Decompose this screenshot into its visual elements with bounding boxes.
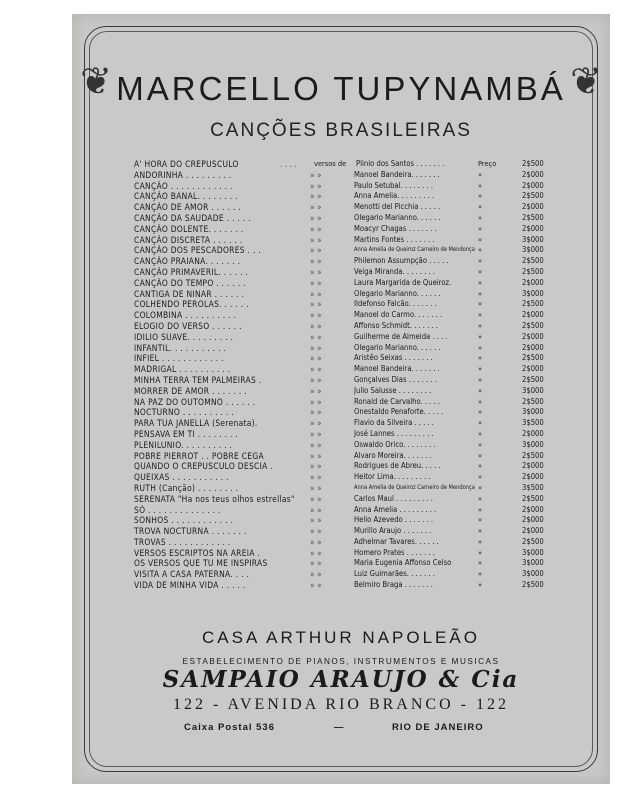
price-label: » [478,396,483,406]
publisher-tagline: ESTABELECIMENTO DE PIANOS, INSTRUMENTOS E MUSICAS [182,657,500,666]
price-label: » [478,277,483,287]
song-title: QUEIXAS . . . . . . . . . . . [134,472,229,483]
song-author: Menotti del Picchia . . . . . [354,202,441,212]
song-author: Martins Fontes . . . . . . . [354,234,435,244]
song-row [134,170,554,181]
publisher-firm: SAMPAIO ARAUJO & Cia [162,666,520,693]
song-price: 2$500 [522,320,544,330]
song-price: 3$000 [522,245,544,255]
song-title: VERSOS ESCRIPTOS NA AREIA . [134,547,261,558]
song-row [134,299,554,310]
composer-name: MARCELLO TUPYNAMBÁ [116,70,566,107]
song-price: 2$500 [522,191,544,201]
ditto-marks: » » [310,299,322,310]
song-title: CANÇÃO DISCRETA . . . . . . [134,234,243,245]
ditto-marks: » » [310,288,322,299]
song-author: Veiga Miranda. . . . . . . . [354,266,436,276]
song-title: POBRE PIERROT . . POBRE CEGA [134,450,264,461]
song-title: TROVA NOCTURNA . . . . . . . [134,526,247,537]
ditto-marks: » » [310,526,322,537]
song-title: MORRER DE AMOR . . . . . . . [134,385,247,396]
ditto-marks: » » [310,385,322,396]
ditto-marks: » » [310,418,322,429]
song-title: CANÇÃO DA SAUDADE . . . . . [134,212,251,223]
song-price: 3$000 [522,569,544,579]
song-row [134,505,554,516]
song-author: Anna Amelia . . . . . . . . . [354,504,437,514]
song-author: Carlos Maul . . . . . . . . . [354,493,433,503]
song-price: 2$000 [522,515,544,525]
city: RIO DE JANEIRO [392,722,484,733]
ditto-marks: » » [310,331,322,342]
price-label: » [478,256,483,266]
price-label: » [478,558,483,568]
price-label: » [478,310,483,320]
song-row [134,343,554,354]
song-row [134,181,554,192]
publisher-address: 122 - AVENIDA RIO BRANCO - 122 [173,696,509,713]
song-author: Ronald de Carvalho. . . . . [354,396,441,406]
ditto-marks: » » [310,353,322,364]
ditto-marks: » » [310,536,322,547]
price-label: » [478,504,483,514]
song-price: 3$000 [522,288,544,298]
song-title: CANÇÃO PRIMAVERIL. . . . . . [134,266,249,277]
publisher-house: CASA ARTHUR NAPOLEÃO [202,628,480,647]
ditto-marks: » » [310,245,322,256]
song-title: NA PAZ DO OUTOMNO . . . . . . [134,396,256,407]
song-price: 3$000 [522,407,544,417]
ditto-marks: » » [310,580,322,591]
song-list [134,159,554,591]
song-author: Guilherme de Almeida . . . . [354,331,448,341]
price-label: » [478,439,483,449]
song-price: 3$000 [522,547,544,557]
price-label: » [478,407,483,417]
song-row [134,440,554,451]
price-label: » [478,515,483,525]
song-row [134,213,554,224]
price-label: » [478,234,483,244]
ditto-marks: » » [310,569,322,580]
song-title: COLOMBINA . . . . . . . . . . [134,310,237,321]
price-label: Preço [478,159,497,168]
song-title: ELOGIO DO VERSO . . . . . . [134,320,242,331]
song-title: INFIEL . . . . . . . . . . . . [134,353,224,364]
song-price: 2$000 [522,331,544,341]
ditto-marks: » » [310,310,322,321]
price-label: » [478,223,483,233]
ditto-marks: . . . . [280,159,297,169]
song-title: PARA TUA JANELLA (Serenata). [134,418,258,429]
price-label: » [478,482,483,492]
price-label: » [478,342,483,352]
song-title: PENSAVA EM TI . . . . . . . . [134,428,239,439]
price-label: » [478,385,483,395]
song-title: VISITA A CASA PATERNA. . . . [134,569,250,580]
song-price: 2$000 [522,428,544,438]
song-price: 2$500 [522,266,544,276]
price-label: » [478,191,483,201]
song-row [134,224,554,235]
song-price: 2$000 [522,223,544,233]
song-author: Alvaro Moreira. . . . . . . [354,450,432,460]
song-row [134,429,554,440]
song-price: 3$500 [522,418,544,428]
price-label: » [478,418,483,428]
song-row [134,235,554,246]
price-label: » [478,320,483,330]
song-row [134,256,554,267]
song-row [134,375,554,386]
song-price: 2$000 [522,364,544,374]
song-author: Manoel do Carmo. . . . . . . [354,310,443,320]
ditto-marks: » » [310,472,322,483]
song-row [134,461,554,472]
song-price: 3$000 [522,234,544,244]
song-author: Adhelmar Tavares. . . . . . [354,536,439,546]
ditto-marks: » » [310,558,322,569]
song-price: 2$500 [522,353,544,363]
song-author: Aristêo Seixas . . . . . . . [354,353,433,363]
ditto-marks: » » [310,428,322,439]
song-row [134,483,554,494]
song-row [134,202,554,213]
song-row [134,321,554,332]
price-label: » [478,364,483,374]
song-row [134,451,554,462]
song-price: 2$500 [522,580,544,590]
song-price: 2$000 [522,461,544,471]
ditto-marks: » » [310,169,322,180]
song-row [134,289,554,300]
price-label: » [478,472,483,482]
song-title: OS VERSOS QUE TU ME INSPIRAS [134,558,268,569]
song-row [134,397,554,408]
song-price: 2$500 [522,299,544,309]
song-price: 2$500 [522,159,544,168]
song-author: Anna Amelia. . . . . . . . . [354,191,435,201]
song-author: Belmiro Braga . . . . . . . [354,580,433,590]
ditto-marks: » » [310,504,322,515]
ditto-marks: » » [310,234,322,245]
song-row [134,159,554,170]
ditto-marks: » » [310,277,322,288]
song-title: IDILIO SUAVE. . . . . . . . . [134,331,234,342]
song-row [134,386,554,397]
price-label: » [478,245,483,255]
price-label: » [478,288,483,298]
song-price: 2$000 [522,472,544,482]
song-author: Flavio da Silveira . . . . . [354,418,434,428]
song-author: José Lannes . . . . . . . . . [354,428,434,438]
song-author: Anna Amelia de Queiroz Carneiro de Mendonça [354,247,475,254]
song-row [134,418,554,429]
price-label: » [478,374,483,384]
song-price: 2$000 [522,277,544,287]
price-label: » [478,202,483,212]
price-label: » [478,450,483,460]
price-label: » [478,547,483,557]
song-author: Olegario Marianno. . . . . . [354,288,441,298]
price-label: » [478,212,483,222]
song-title: SONHOS . . . . . . . . . . . . [134,515,234,526]
song-author: Philemon Assumpção . . . . . [354,256,449,266]
song-row [134,407,554,418]
song-title: QUANDO O CREPUSCULO DESCIA . [134,461,273,472]
song-title: VIDA DE MINHA VIDA . . . . . [134,580,246,591]
song-author: Rodrigues de Abreu. . . . . [354,461,441,471]
song-author: Onestaldo Penaforte. . . . . [354,407,444,417]
song-price: 2$500 [522,374,544,384]
ditto-marks: » » [310,493,322,504]
song-author: Affonso Schmidt. . . . . . . [354,320,438,330]
price-label: » [478,580,483,590]
price-label: » [478,169,483,179]
song-row [134,558,554,569]
song-row [134,245,554,256]
song-title: CANÇÃO DO TEMPO . . . . . . [134,277,246,288]
song-author: Anna Amelia de Queiroz Carneiro de Mendonça [354,484,475,491]
song-row [134,494,554,505]
song-author: Laura Margarida de Queiroz. [354,277,452,287]
song-price: 2$500 [522,450,544,460]
song-title: CANÇÃO DOLENTE. . . . . . . [134,223,244,234]
song-price: 2$000 [522,180,544,190]
song-row [134,515,554,526]
song-title: CANÇÃO PRAIANA. . . . . . . [134,256,241,267]
song-title: MINHA TERRA TEM PALMEIRAS . [134,374,262,385]
price-label: » [478,526,483,536]
song-title: ANDORINHA . . . . . . . . . [134,169,232,180]
song-price: 3$000 [522,439,544,449]
song-row [134,580,554,591]
ditto-marks: » » [310,223,322,234]
price-label: » [478,299,483,309]
song-price: 3$000 [522,385,544,395]
song-price: 2$500 [522,536,544,546]
song-author: Helio Azevedo . . . . . . . [354,515,434,525]
song-title: COLHENDO PEROLAS. . . . . . [134,299,249,310]
music-sheet-cover [72,14,610,784]
price-label: » [478,180,483,190]
song-author: Luiz Guimarães. . . . . . . [354,569,435,579]
ditto-marks: » » [310,212,322,223]
song-author: Moacyr Chagas . . . . . . . [354,223,437,233]
song-author: Maria Eugenia Affonso Celso [354,558,452,568]
price-label: » [478,331,483,341]
ditto-marks: » » [310,266,322,277]
song-row [134,278,554,289]
song-title: CANTIGA DE NINAR . . . . . . [134,288,245,299]
song-price: 2$000 [522,310,544,320]
ditto-marks: » » [310,364,322,375]
series-title: CANÇÕES BRASILEIRAS [210,120,472,141]
price-label: » [478,266,483,276]
separator-dash: — [334,722,345,733]
song-row [134,310,554,321]
song-author: Ildefonso Falcão. . . . . . . [354,299,437,309]
song-row [134,526,554,537]
song-title: MADRIGAL . . . . . . . . . . [134,364,231,375]
ditto-marks: » » [310,482,322,493]
song-title: CANÇÃO DOS PESCADORES . . . [134,245,262,256]
song-row [134,364,554,375]
price-label: » [478,461,483,471]
ditto-marks: » » [310,256,322,267]
song-title: INFANTIL. . . . . . . . . . . [134,342,227,353]
price-label: » [478,536,483,546]
song-price: 2$500 [522,493,544,503]
song-row [134,353,554,364]
song-row [134,332,554,343]
song-author: Manoel Bandeira. . . . . . . [354,169,440,179]
song-price: 2$500 [522,212,544,222]
song-title: CANÇÃO DE AMOR . . . . . . [134,202,241,213]
ditto-marks: » » [310,374,322,385]
song-row [134,569,554,580]
song-price: 2$000 [522,526,544,536]
song-author: Julio Salusse . . . . . . . . [354,385,432,395]
song-row [134,548,554,559]
song-price: 2$000 [522,202,544,212]
song-title: NOCTURNO . . . . . . . . . . [134,407,234,418]
song-title: CANÇÃO . . . . . . . . . . . . [134,180,233,191]
song-author: Paulo Setubal. . . . . . . . [354,180,434,190]
ditto-marks: » » [310,320,322,331]
ditto-marks: » » [310,342,322,353]
postbox: Caixa Postal 536 [184,722,275,733]
song-title: PLENILUNIO. . . . . . . . . . [134,439,233,450]
ditto-marks: » » [310,191,322,202]
song-author: Olegario Marianno. . . . . . [354,342,441,352]
song-row [134,267,554,278]
song-row [134,191,554,202]
ditto-marks: » » [310,396,322,407]
corner-flourish-icon: ❦ [80,59,112,103]
price-label: » [478,569,483,579]
song-title: A' HORA DO CREPUSCULO [134,159,239,169]
song-author: Homero Prates . . . . . . . [354,547,435,557]
song-author: Gonçalves Dias . . . . . . . [354,374,437,384]
price-label: » [478,493,483,503]
song-price: 2$000 [522,342,544,352]
song-title: SERENATA "Ha nos teus olhos estrellas" [134,493,295,504]
versos-label: versos de [314,159,347,168]
ditto-marks: » » [310,515,322,526]
song-row [134,472,554,483]
song-price: 2$000 [522,169,544,179]
song-price: 3$000 [522,558,544,568]
song-author: Olegario Marianno. . . . . . [354,212,441,222]
price-label: » [478,428,483,438]
song-author: Oswaldo Orico. . . . . . . . [354,439,436,449]
song-author: Manoel Bandeira. . . . . . . [354,364,440,374]
corner-flourish-icon: ❦ [570,59,602,103]
song-title: CANÇÃO BANAL. . . . . . . . [134,191,238,202]
song-title: TROVAS . . . . . . . . . . . . [134,536,231,547]
song-price: 2$500 [522,396,544,406]
ditto-marks: » » [310,547,322,558]
song-author: Heitor Lima. . . . . . . . . [354,472,431,482]
ditto-marks: » » [310,407,322,418]
song-author: Murillo Araujo . . . . . . . [354,526,432,536]
ditto-marks: » » [310,202,322,213]
song-title: SÓ . . . . . . . . . . . . . . [134,504,221,515]
ditto-marks: » » [310,180,322,191]
ditto-marks: » » [310,439,322,450]
song-row [134,537,554,548]
ditto-marks: » » [310,450,322,461]
song-price: 2$500 [522,256,544,266]
song-author: Plinio dos Santos . . . . . . . [356,159,445,168]
song-price: 2$000 [522,504,544,514]
price-label: » [478,353,483,363]
song-price: 3$500 [522,482,544,492]
song-title: RUTH (Canção) . . . . . . . . [134,482,239,493]
ditto-marks: » » [310,461,322,472]
